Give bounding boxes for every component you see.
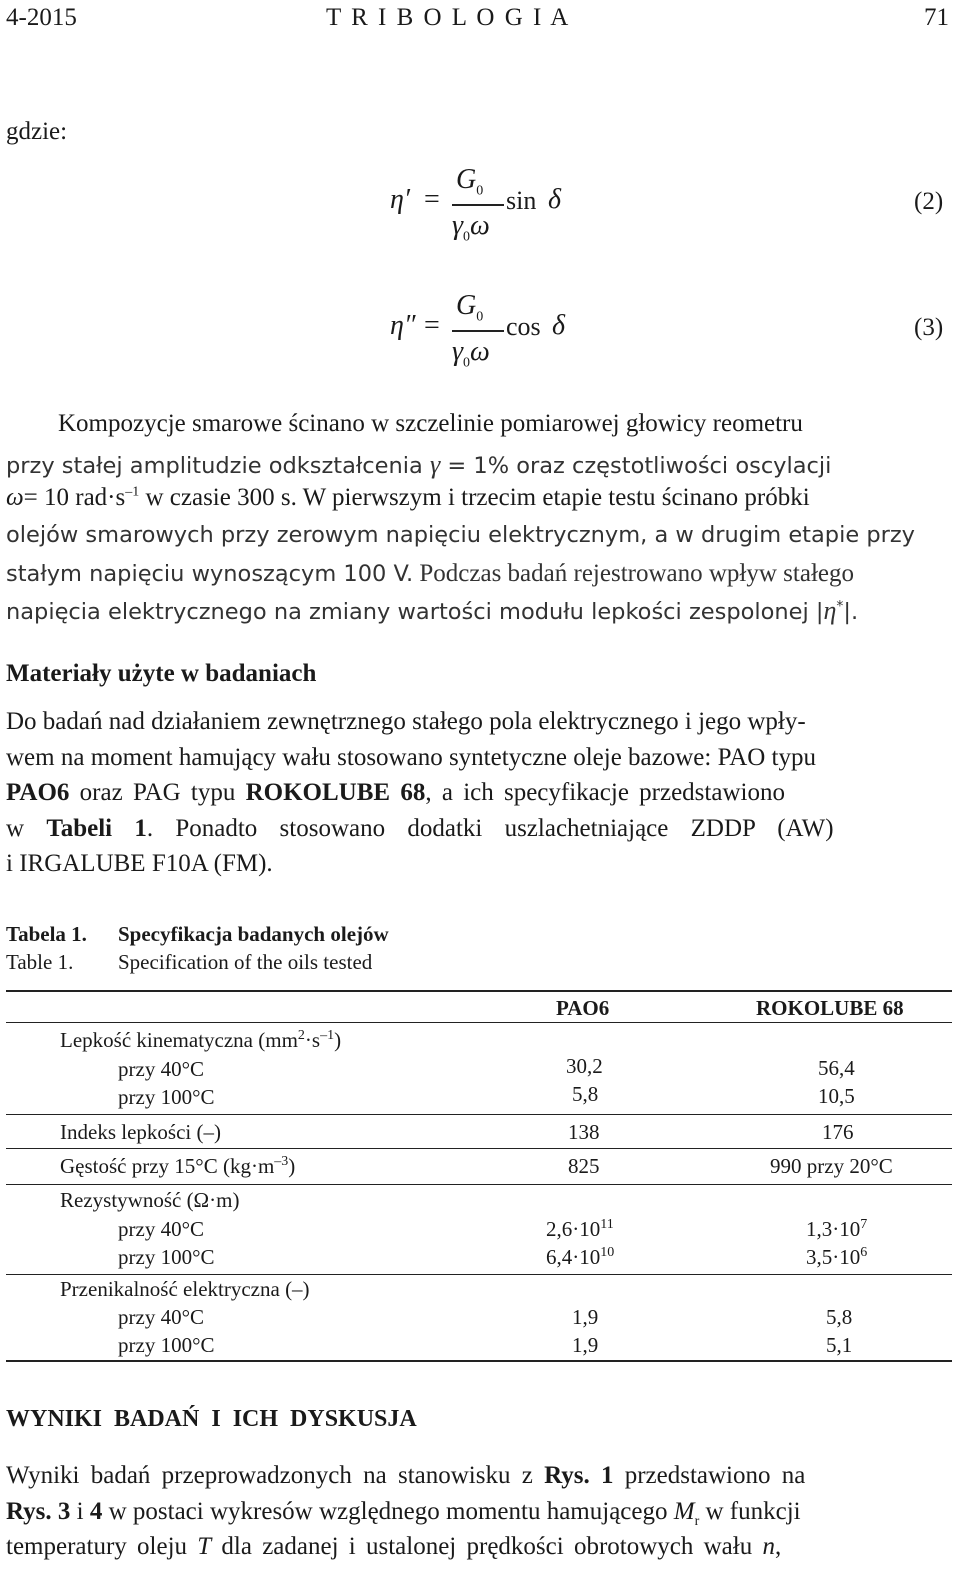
para1-line5: stałym napięciu wynoszącym 100 V. Podczas badań rejestrowano wpływ stałego [6,560,854,587]
cell-resistivity-100-rokolube: $3,5\cdot 10^6$ [806,1245,868,1269]
row-resistivity-40-label: przy 40°C [118,1217,204,1241]
eq3-numerator: $G_0$ [456,290,484,325]
para2-line1: Do badań nad działaniem zewnętrznego stałego pola elektrycznego i jego wpły- [6,708,806,735]
cell-permittivity-100-rokolube: 5,1 [826,1333,853,1357]
row-permittivity-label: Przenikalność elektryczna (–) [60,1277,310,1301]
cell-density-rokolube: 990 przy 20°C [770,1154,893,1178]
cell-viscosity-40-pao6: 30,2 [566,1054,603,1078]
cell-permittivity-40-rokolube: 5,8 [826,1305,853,1329]
table-rule-2 [6,1148,952,1149]
eq3-arg: δ [552,310,566,341]
para3-line1: Wyniki badań przeprowadzonych na stanowisku z Rys. 1 przedstawiono na [6,1462,806,1489]
para2-line3: PAO6 oraz PAG typu ROKOLUBE 68, a ich specyfikacje przedstawiono [6,779,785,806]
eq3-number: (3) [914,314,944,341]
eq2-number: (2) [914,188,944,215]
para2-line4: w Tabeli 1. Ponadto stosowano dodatki uszlachetniające ZDDP (AW) [6,815,834,842]
table-rule-3 [6,1184,952,1185]
cell-density-pao6: 825 [568,1154,600,1178]
eq2-denominator: $\gamma_0\omega$ [452,210,490,245]
table-caption-pl-label: Tabela 1. [6,922,87,946]
cell-viscosity-100-pao6: 5,8 [572,1082,599,1106]
row-permittivity-40-label: przy 40°C [118,1305,204,1329]
eq2-equals: = [424,184,440,215]
row-resistivity-100-label: przy 100°C [118,1245,215,1269]
para2-line2: wem na moment hamujący wału stosowano syntetyczne oleje bazowe: PAO typu [6,744,816,771]
cell-viscosity-100-rokolube: 10,5 [818,1084,855,1108]
table-caption-en: Specification of the oils tested [118,950,373,974]
para2-line5: i IRGALUBE F10A (FM). [6,850,273,877]
eq2-fraction-bar [452,204,504,206]
para3-line3: temperatury oleju T dla zadanej i ustalonej prędkości obrotowych wału n, [6,1533,782,1560]
para3-line2: Rys. 3 i 4 w postaci wykresów względnego momentu hamującego $M_r$ w funkcji [6,1498,801,1529]
para1-line1: Kompozycje smarowe ścinano w szczelinie pomiarowej głowicy reometru [58,410,803,437]
col-header-pao6: PAO6 [556,996,610,1020]
row-density-label: Gęstość przy 15°C $(kg\cdot m^{-3})$ [60,1154,296,1178]
row-viscosity-100-label: przy 100°C [118,1085,215,1109]
eq2-func: sin [506,186,537,215]
section-heading-materials: Materiały użyte w badaniach [6,660,317,687]
cell-permittivity-100-pao6: 1,9 [572,1333,599,1357]
eq3-lhs: η″ [390,310,416,341]
cell-viscosity-40-rokolube: 56,4 [818,1056,855,1080]
table-header-rule [6,1022,952,1023]
cell-vi-pao6: 138 [568,1120,600,1144]
eq3-fraction-bar [452,330,504,332]
eq3-denominator: $\gamma_0\omega$ [452,336,490,371]
row-resistivity-label: Rezystywność (Ω·m) [60,1188,240,1212]
eq2-lhs: η′ [390,184,411,215]
header-journal-title: T R I B O L O G I A [326,4,571,31]
eq3-func: cos [506,312,541,341]
table-rule-1 [6,1114,952,1115]
table-rule-4 [6,1274,952,1275]
para1-line3: ω= 10 $rad\cdot s^{-1}$ w czasie 300 s. W pierwszym i trzecim etapie testu ścinano próbki [6,484,810,511]
table-caption-en-label: Table 1. [6,950,74,974]
gdzie-label: gdzie: [6,118,68,145]
row-permittivity-100-label: przy 100°C [118,1333,215,1357]
eq3-equals: = [424,310,440,341]
cell-resistivity-100-pao6: $6,4\cdot 10^{10}$ [546,1245,615,1269]
cell-permittivity-40-pao6: 1,9 [572,1305,599,1329]
table-bottom-rule [6,1360,952,1362]
para1-line4: olejów smarowych przy zerowym napięciu elektrycznym, a w drugim etapie przy [6,522,915,548]
section-heading-results: WYNIKI BADAŃ I ICH DYSKUSJA [6,1406,417,1432]
para1-line2: przy stałej amplitudzie odkształcenia γ = 1% oraz częstotliwości oscylacji [6,450,832,479]
table-top-rule [6,990,952,992]
para1-line6: napięcia elektrycznego na zmiany wartości modułu lepkości zespolonej |η*|. [6,596,859,625]
eq2-arg: δ [548,184,562,215]
table-caption-pl: Specyfikacja badanych olejów [118,922,389,946]
eq2-numerator: $G_0$ [456,164,484,199]
header-page-number: 71 [924,4,949,31]
header-journal-issue: 4-2015 [6,4,77,31]
col-header-rokolube: ROKOLUBE 68 [756,996,904,1020]
cell-vi-rokolube: 176 [822,1120,854,1144]
cell-resistivity-40-pao6: $2,6\cdot 10^{11}$ [546,1217,614,1241]
cell-resistivity-40-rokolube: $1,3\cdot 10^7$ [806,1217,868,1241]
row-viscosity-label: Lepkość kinematyczna $(mm^2\cdot s^{-1})$ [60,1028,342,1052]
row-vi-label: Indeks lepkości (–) [60,1120,221,1144]
row-viscosity-40-label: przy 40°C [118,1057,204,1081]
